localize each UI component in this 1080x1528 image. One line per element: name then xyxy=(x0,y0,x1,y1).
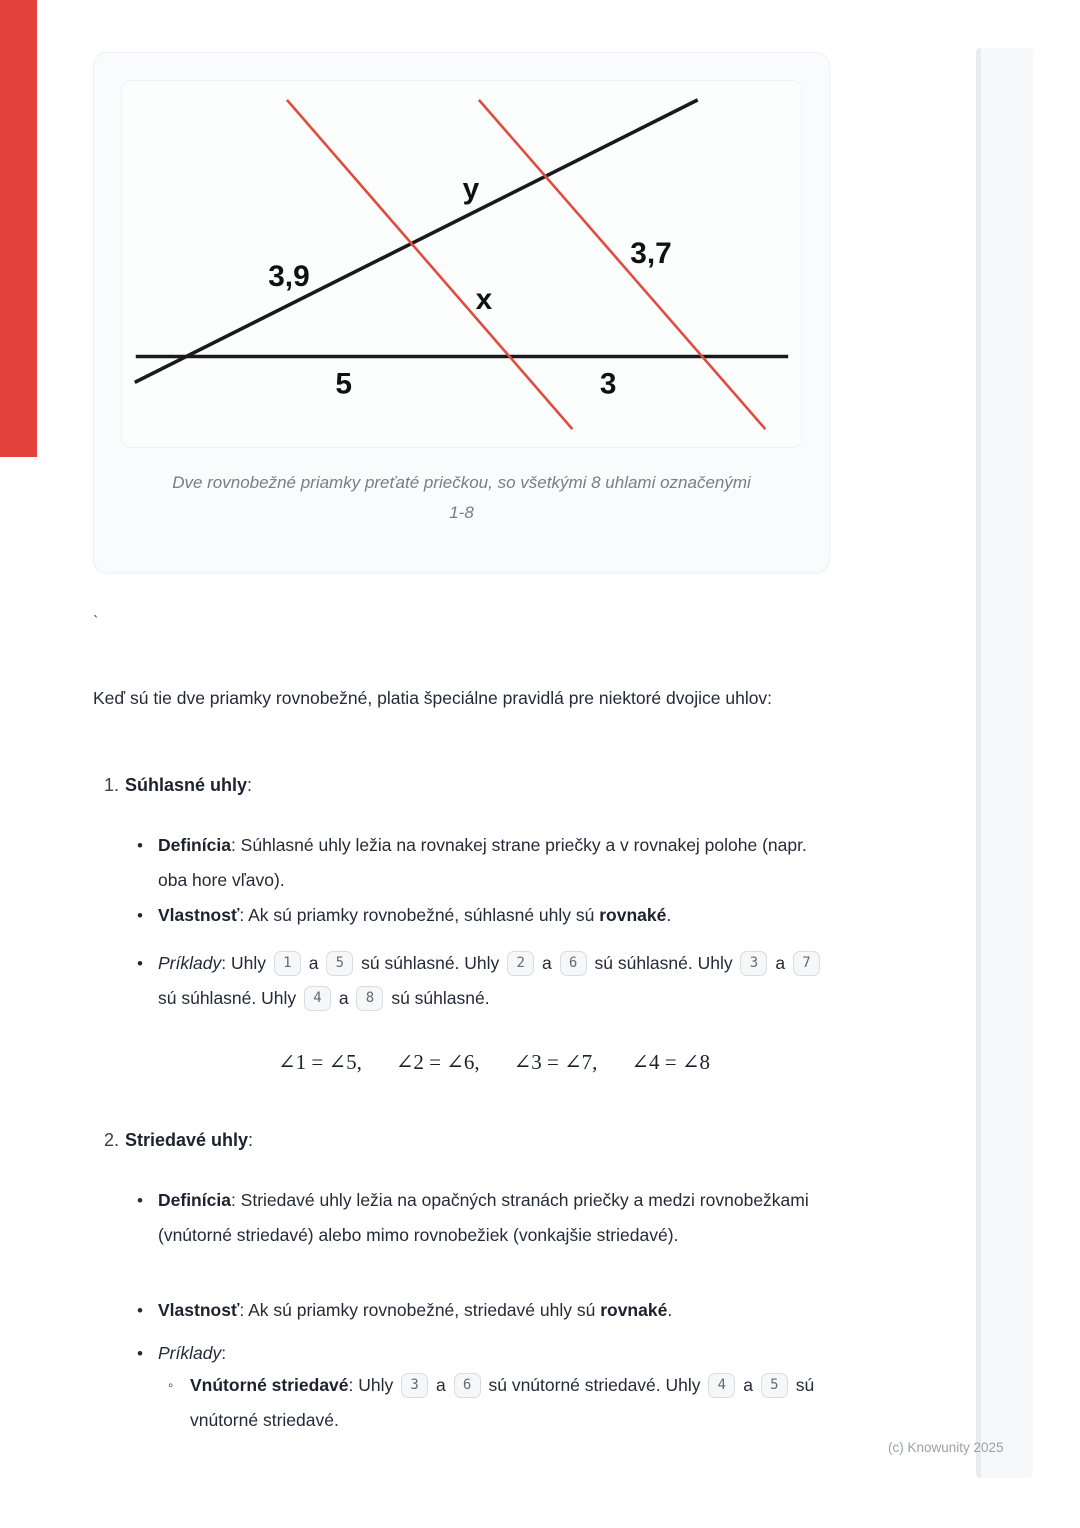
angle-chip-8: 8 xyxy=(356,986,383,1011)
bullet-dot-icon: • xyxy=(137,836,143,855)
property-2-label: Vlastnosť xyxy=(158,1300,240,1320)
bullet-definition-2 xyxy=(137,1183,830,1253)
sub-bullet-inner-alternate xyxy=(137,1368,830,1438)
examples-1-mid: sú súhlasné. Uhly xyxy=(356,953,505,973)
math-eq-2: ∠2 = ∠6, xyxy=(395,1050,480,1074)
geometry-diagram xyxy=(121,80,802,448)
angle-chip-5b: 5 xyxy=(761,1373,788,1398)
circle-bullet-icon: ◦ xyxy=(168,1377,174,1394)
red-parallel-line-1 xyxy=(287,100,572,429)
examples-1-joiner: a xyxy=(770,953,790,973)
label-3-9: 3,9 xyxy=(268,259,310,293)
angle-chip-7: 7 xyxy=(793,951,820,976)
examples-1-joiner: a xyxy=(537,953,557,973)
figure-caption-line1: Dve rovnobežné priamky preťaté priečkou, so všetkými 8 uhlami označenými xyxy=(172,473,751,492)
label-y: y xyxy=(462,172,480,206)
property-1-text: : Ak sú priamky rovnobežné, súhlasné uhly sú xyxy=(239,905,600,925)
bullet-dot-icon: • xyxy=(137,1191,143,1210)
inner-alternate-tail: sú vnútorné striedavé. xyxy=(190,1375,815,1430)
bullet-dot-icon: • xyxy=(137,1344,143,1363)
bullet-dot-icon: • xyxy=(137,954,143,973)
intro-paragraph: Keď sú tie dve priamky rovnobežné, platia špeciálne pravidlá pre niektoré dvojice uhlov: xyxy=(93,688,773,708)
definition-2-label: Definícia xyxy=(158,1190,231,1210)
angle-chip-6: 6 xyxy=(560,951,587,976)
examples-1-joiner: a xyxy=(303,953,324,973)
examples-1-tail: sú súhlasné. xyxy=(386,988,490,1008)
angle-chip-3b: 3 xyxy=(401,1373,428,1398)
math-eq-4: ∠4 = ∠8 xyxy=(631,1050,710,1074)
red-parallel-line-2 xyxy=(479,100,765,429)
property-1-period: . xyxy=(666,905,672,925)
section-2-title: Striedavé uhly xyxy=(125,1130,249,1150)
definition-2-text: : Striedavé uhly ležia na opačných stranách priečky a medzi rovnobežkami (vnútorné striedavé) alebo mimo rovnobežiek (vonkajšie striedavé). xyxy=(158,1190,809,1245)
property-1-bold: rovnaké xyxy=(599,905,667,925)
bullet-examples-1 xyxy=(137,946,830,1016)
examples-1-lead: : Uhly xyxy=(221,953,271,973)
angle-chip-3: 3 xyxy=(740,951,767,976)
property-1-label: Vlastnosť xyxy=(158,905,240,925)
examples-2-label: Príklady xyxy=(158,1343,222,1363)
figure-caption xyxy=(114,468,809,528)
examples-1-mid: sú súhlasné. Uhly xyxy=(589,953,738,973)
section-1-title: Súhlasné uhly xyxy=(125,775,248,795)
examples-1-joiner: a xyxy=(334,988,354,1008)
section-2-number: 2. xyxy=(104,1130,120,1150)
section-1-heading xyxy=(104,773,252,798)
bullet-definition-1 xyxy=(137,828,830,898)
definition-1-label: Definícia xyxy=(158,835,231,855)
label-x: x xyxy=(475,282,493,316)
stray-backtick: ` xyxy=(93,614,99,631)
angle-chip-5: 5 xyxy=(326,951,353,976)
property-2-text: : Ak sú priamky rovnobežné, striedavé uhly sú xyxy=(239,1300,601,1320)
inner-alternate-label: Vnútorné striedavé xyxy=(190,1375,349,1395)
math-equation-line xyxy=(158,1050,830,1075)
section-1-colon: : xyxy=(247,775,253,795)
angle-chip-6b: 6 xyxy=(454,1373,481,1398)
parallel-lines-figure xyxy=(122,81,801,447)
math-eq-1: ∠1 = ∠5, xyxy=(278,1050,362,1074)
label-5: 5 xyxy=(335,367,352,401)
copyright-notice: (c) Knowunity 2025 xyxy=(888,1440,1004,1455)
scrollbar-thumb[interactable] xyxy=(976,48,1033,1478)
inner-alternate-lead: : Uhly xyxy=(348,1375,399,1395)
definition-1-text: : Súhlasné uhly ležia na rovnakej strane priečky a v rovnakej polohe (napr. oba hore vľavo). xyxy=(158,835,807,890)
examples-1-mid: sú súhlasné. Uhly xyxy=(158,988,301,1008)
bullet-examples-2 xyxy=(137,1336,830,1371)
inner-alternate-joiner: a xyxy=(738,1375,758,1395)
examples-2-colon: : xyxy=(221,1343,227,1363)
property-2-bold: rovnaké xyxy=(600,1300,668,1320)
math-eq-3: ∠3 = ∠7, xyxy=(513,1050,598,1074)
angle-chip-2: 2 xyxy=(507,951,534,976)
examples-1-label: Príklady xyxy=(158,953,222,973)
section-2-heading xyxy=(104,1128,253,1153)
angle-chip-4: 4 xyxy=(304,986,331,1011)
figure-caption-line2: 1-8 xyxy=(449,503,474,522)
property-2-period: . xyxy=(667,1300,673,1320)
diagonal-line xyxy=(135,100,698,382)
bullet-property-2 xyxy=(137,1293,830,1328)
figure-card xyxy=(93,52,830,573)
angle-chip-4b: 4 xyxy=(708,1373,735,1398)
angle-chip-1: 1 xyxy=(274,951,301,976)
bullet-property-1 xyxy=(137,898,830,933)
inner-alternate-joiner: a xyxy=(431,1375,451,1395)
bullet-dot-icon: • xyxy=(137,1301,143,1320)
inner-alternate-mid: sú vnútorné striedavé. Uhly xyxy=(483,1375,706,1395)
section-2-colon: : xyxy=(248,1130,254,1150)
red-edge-marker xyxy=(0,0,37,457)
spacer xyxy=(137,1368,158,1438)
section-1-number: 1. xyxy=(104,775,120,795)
bullet-dot-icon: • xyxy=(137,906,143,925)
label-3: 3 xyxy=(599,367,617,401)
label-3-7: 3,7 xyxy=(630,237,672,271)
